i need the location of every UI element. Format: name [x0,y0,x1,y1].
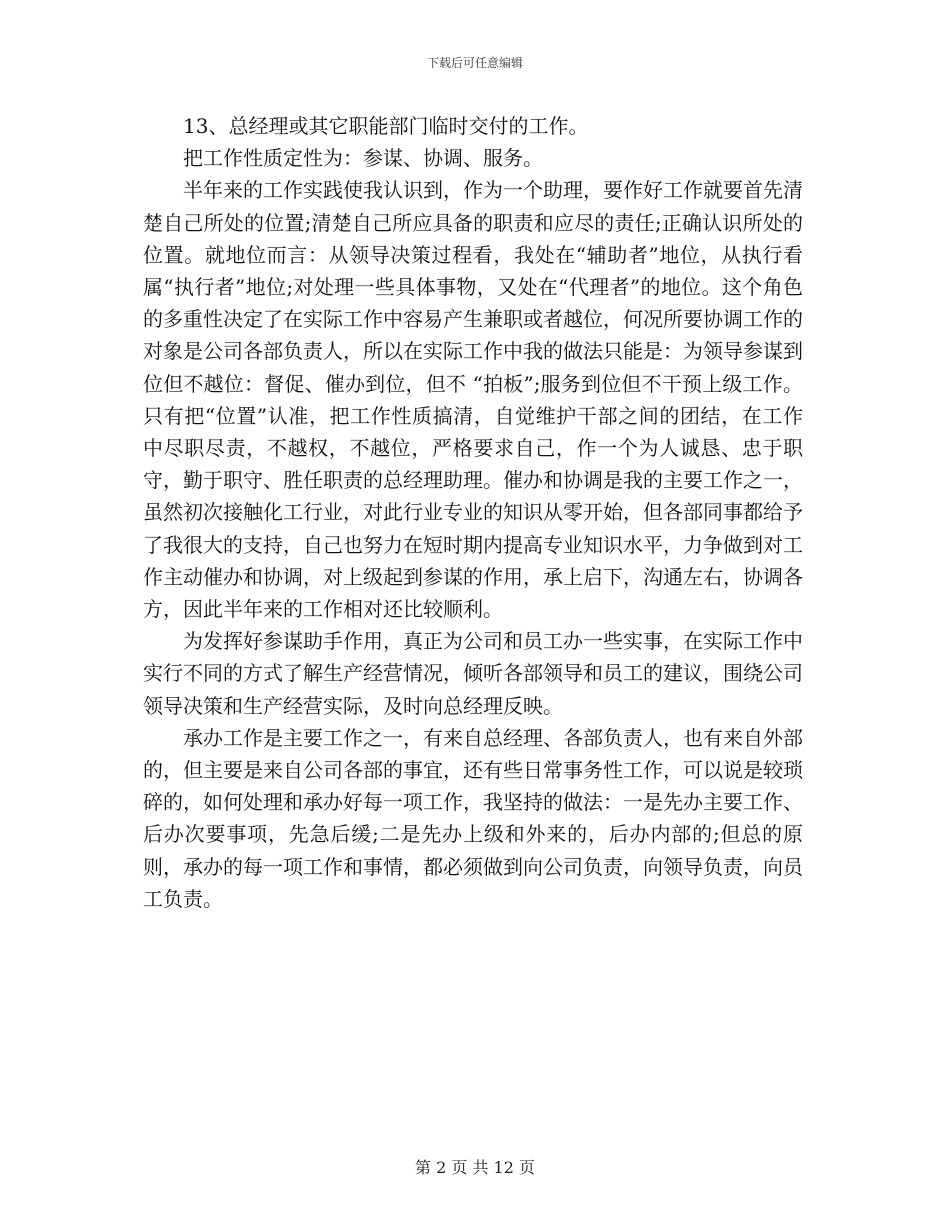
paragraph-advisory-role: 为发挥好参谋助手作用，真正为公司和员工办一些实事，在实际工作中实行不同的方式了解生产经营情况，倾听各部领导和员工的建议，围绕公司领导决策和生产经营实际，及时向总经理反映。 [143,629,803,718]
page-number: 第 2 页 共 12 页 [415,1158,535,1177]
paragraph-item-13: 13、总经理或其它职能部门临时交付的工作。 [183,114,589,138]
paragraph-position-awareness: 半年来的工作实践使我认识到，作为一个助理，要作好工作就要首先清楚自己所处的位置;清楚自己所应具备的职责和应尽的责任;正确认识所处的位置。就地位而言：从领导决策过程看，我处在“辅助者”地位，从执行看属“执行者”地位;对处理一些具体事物，又处在“代理者”的地位。这个角色的多重性决定了在实际工作中容易产生兼职或者越位，何况所要协调工作的对象是公司各部负责人，所以在实际工作中我的做法只能是：为领导参谋到位但不越位：督促、催办到位，但不 “拍板”;服务到位但不干预上级工作。只有把“位置”认准，把工作性质搞清，自觉维护干部之间的团结，在工作中尽职尽责，不越权，不越位，严格要求自己，作一个为人诚恳、忠于职守，勤于职守、胜任职责的总经理助理。催办和协调是我的主要工作之一，虽然初次接触化工行业，对此行业专业的知识从零开始，但各部同事都给予了我很大的支持，自己也努力在短时期内提高专业知识水平，力争做到对工作主动催办和协调，对上级起到参谋的作用，承上启下，沟通左右，协调各方，因此半年来的工作相对还比较顺利。 [143,178,803,622]
document-body [143,110,803,915]
paragraph-undertaking-work: 承办工作是主要工作之一，有来自总经理、各部负责人，也有来自外部的，但主要是来自公司各部的事宜，还有些日常事务性工作，可以说是较琐碎的，如何处理和承办好每一项工作，我坚持的做法：一是先办主要工作、后办次要事项，先急后缓;二是先办上级和外来的，后办内部的;但总的原则，承办的每一项工作和事情，都必须做到向公司负责，向领导负责，向员工负责。 [143,725,803,911]
page-header-note: 下载后可任意编辑 [426,56,523,70]
paragraph-work-nature: 把工作性质定性为：参谋、协调、服务。 [183,146,543,171]
